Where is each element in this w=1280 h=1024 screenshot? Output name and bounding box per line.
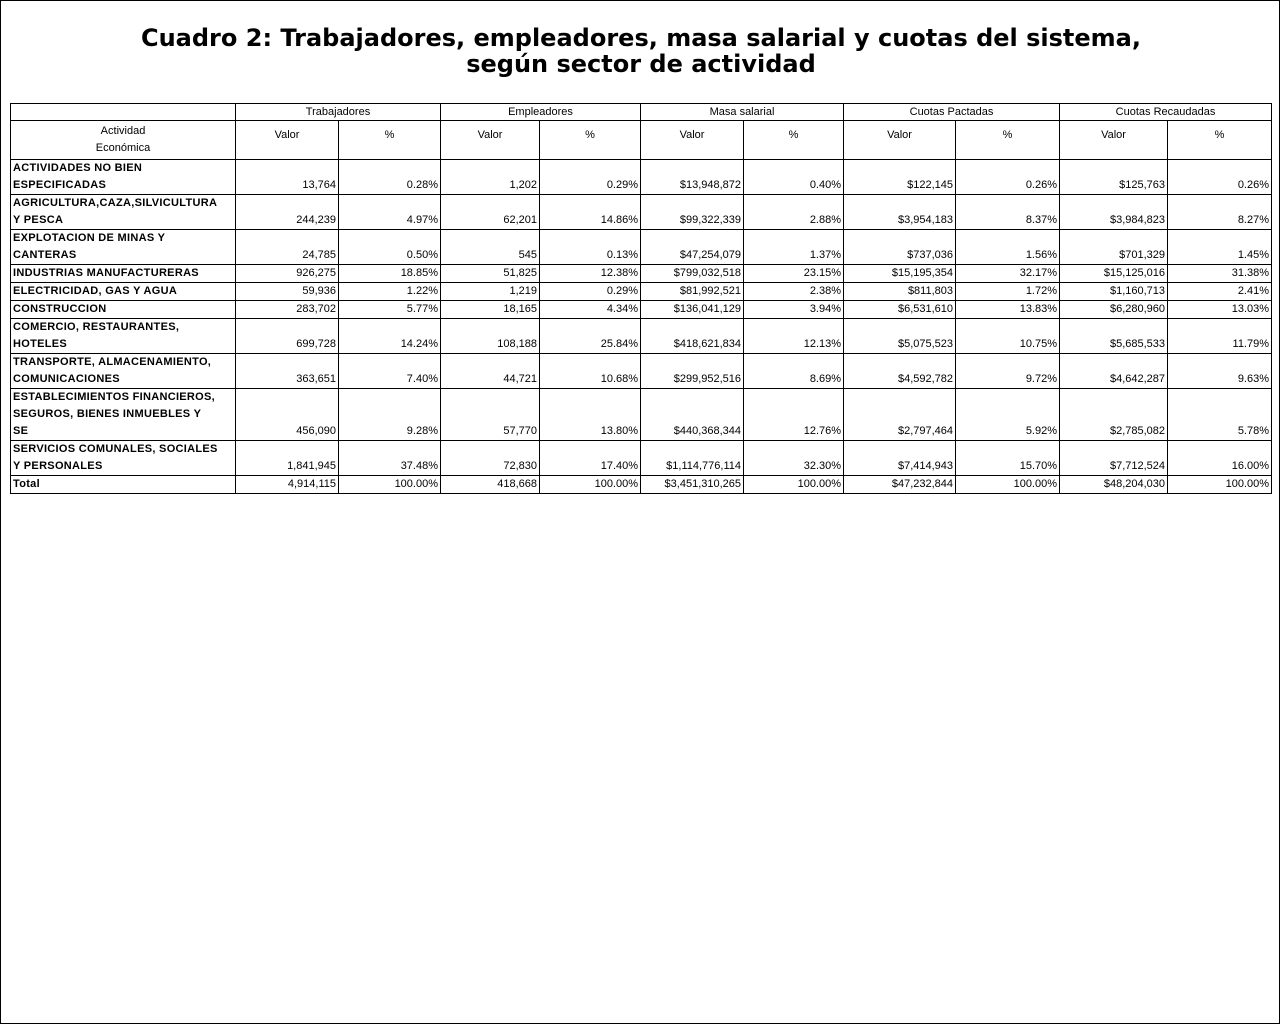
percent-cell [1168, 319, 1272, 337]
value-cell: 456,090 [236, 423, 339, 441]
value-cell [236, 195, 339, 213]
percent-cell: 12.13% [744, 336, 844, 354]
table-row [11, 319, 1272, 337]
value-cell: $5,075,523 [844, 336, 956, 354]
table-row [11, 441, 1272, 459]
table-row [11, 406, 1272, 423]
value-header: Valor [441, 121, 540, 160]
value-header: Valor [236, 121, 339, 160]
value-cell: $122,145 [844, 177, 956, 195]
percent-cell: 1.72% [956, 283, 1060, 301]
percent-header: % [956, 121, 1060, 160]
percent-cell [339, 230, 441, 248]
value-cell [641, 354, 744, 372]
percent-cell [339, 160, 441, 178]
group-header-empleadores: Empleadores [441, 104, 641, 121]
value-cell [1060, 195, 1168, 213]
table-row [11, 247, 1272, 265]
table-row [11, 371, 1272, 389]
table-row [11, 336, 1272, 354]
value-cell: 1,202 [441, 177, 540, 195]
value-cell [844, 354, 956, 372]
percent-cell [1168, 195, 1272, 213]
value-cell [441, 195, 540, 213]
value-cell [441, 406, 540, 423]
value-cell: 59,936 [236, 283, 339, 301]
value-cell [236, 354, 339, 372]
percent-cell: 32.30% [744, 458, 844, 476]
percent-cell: 2.38% [744, 283, 844, 301]
value-header: Valor [844, 121, 956, 160]
value-cell [1060, 389, 1168, 407]
percent-cell [1168, 354, 1272, 372]
percent-cell [540, 160, 641, 178]
percent-cell: 9.63% [1168, 371, 1272, 389]
activity-name: CONSTRUCCION [11, 301, 236, 319]
activity-name: SE [11, 423, 236, 441]
value-cell: $701,329 [1060, 247, 1168, 265]
percent-cell [1168, 160, 1272, 178]
value-header: Valor [641, 121, 744, 160]
percent-cell [956, 160, 1060, 178]
percent-cell: 0.26% [1168, 177, 1272, 195]
value-cell: $1,114,776,114 [641, 458, 744, 476]
value-cell: 1,841,945 [236, 458, 339, 476]
value-cell [844, 319, 956, 337]
activity-name: SEGUROS, BIENES INMUEBLES Y [11, 406, 236, 423]
activity-name: COMERCIO, RESTAURANTES, [11, 319, 236, 337]
value-cell: $6,280,960 [1060, 301, 1168, 319]
activity-name: ACTIVIDADES NO BIEN [11, 160, 236, 178]
percent-cell [339, 319, 441, 337]
percent-cell: 14.24% [339, 336, 441, 354]
value-cell [236, 319, 339, 337]
percent-cell: 9.72% [956, 371, 1060, 389]
percent-cell: 0.29% [540, 283, 641, 301]
value-cell: $3,451,310,265 [641, 476, 744, 494]
value-cell: 418,668 [441, 476, 540, 494]
page-title [1, 25, 1280, 77]
percent-cell: 10.68% [540, 371, 641, 389]
empty-header-cell [11, 104, 236, 121]
percent-cell [540, 195, 641, 213]
percent-cell: 10.75% [956, 336, 1060, 354]
percent-cell: 32.17% [956, 265, 1060, 283]
group-header-trabajadores: Trabajadores [236, 104, 441, 121]
activity-header-line-2: Económica [95, 142, 151, 154]
percent-cell: 4.34% [540, 301, 641, 319]
value-cell: 545 [441, 247, 540, 265]
percent-cell [1168, 406, 1272, 423]
activity-name: ESTABLECIMIENTOS FINANCIEROS, [11, 389, 236, 407]
percent-header: % [339, 121, 441, 160]
percent-cell [956, 230, 1060, 248]
percent-cell: 13.80% [540, 423, 641, 441]
percent-cell [956, 441, 1060, 459]
percent-cell: 1.56% [956, 247, 1060, 265]
value-cell [236, 406, 339, 423]
value-cell: $737,036 [844, 247, 956, 265]
value-cell [441, 354, 540, 372]
percent-cell [1168, 230, 1272, 248]
value-cell [641, 389, 744, 407]
value-cell [844, 230, 956, 248]
percent-cell [744, 354, 844, 372]
percent-cell: 100.00% [540, 476, 641, 494]
percent-header: % [744, 121, 844, 160]
percent-cell: 8.27% [1168, 212, 1272, 230]
table-row [11, 458, 1272, 476]
percent-cell: 2.41% [1168, 283, 1272, 301]
percent-cell: 12.38% [540, 265, 641, 283]
percent-cell [339, 389, 441, 407]
activity-name: TRANSPORTE, ALMACENAMIENTO, [11, 354, 236, 372]
activity-header [11, 121, 236, 160]
value-cell [236, 160, 339, 178]
percent-cell: 25.84% [540, 336, 641, 354]
value-cell [441, 319, 540, 337]
table-row [11, 230, 1272, 248]
value-cell: $47,254,079 [641, 247, 744, 265]
column-header-row [11, 121, 1272, 160]
activity-name: AGRICULTURA,CAZA,SILVICULTURA [11, 195, 236, 213]
percent-cell [956, 354, 1060, 372]
percent-cell [540, 230, 641, 248]
value-cell [844, 406, 956, 423]
value-cell [441, 441, 540, 459]
percent-cell: 0.28% [339, 177, 441, 195]
value-cell: $1,160,713 [1060, 283, 1168, 301]
activity-name: COMUNICACIONES [11, 371, 236, 389]
group-header-cuotas-recaudadas: Cuotas Recaudadas [1060, 104, 1272, 121]
percent-cell [744, 160, 844, 178]
percent-cell: 16.00% [1168, 458, 1272, 476]
value-cell: $6,531,610 [844, 301, 956, 319]
percent-cell: 15.70% [956, 458, 1060, 476]
value-cell [441, 389, 540, 407]
percent-cell: 5.92% [956, 423, 1060, 441]
title-line-1: Cuadro 2: Trabajadores, empleadores, masa salarial y cuotas del sistema, [140, 24, 1141, 52]
percent-cell [339, 354, 441, 372]
percent-cell: 13.83% [956, 301, 1060, 319]
percent-cell: 8.69% [744, 371, 844, 389]
percent-cell: 1.22% [339, 283, 441, 301]
percent-cell: 0.50% [339, 247, 441, 265]
value-cell: 244,239 [236, 212, 339, 230]
activity-name: EXPLOTACION DE MINAS Y [11, 230, 236, 248]
activity-name: INDUSTRIAS MANUFACTURERAS [11, 265, 236, 283]
title-line-2: según sector de actividad [466, 50, 816, 78]
group-header-cuotas-pactadas: Cuotas Pactadas [844, 104, 1060, 121]
value-cell: 18,165 [441, 301, 540, 319]
percent-cell: 100.00% [956, 476, 1060, 494]
percent-cell: 37.48% [339, 458, 441, 476]
value-cell [441, 230, 540, 248]
value-cell: $5,685,533 [1060, 336, 1168, 354]
value-cell: $13,948,872 [641, 177, 744, 195]
percent-cell [339, 406, 441, 423]
percent-cell [956, 406, 1060, 423]
percent-cell [744, 441, 844, 459]
value-cell: $2,797,464 [844, 423, 956, 441]
percent-cell [1168, 441, 1272, 459]
value-cell: $799,032,518 [641, 265, 744, 283]
value-cell [236, 389, 339, 407]
value-cell [441, 160, 540, 178]
value-cell [641, 195, 744, 213]
activity-name: SERVICIOS COMUNALES, SOCIALES [11, 441, 236, 459]
percent-cell: 1.37% [744, 247, 844, 265]
value-cell: $125,763 [1060, 177, 1168, 195]
percent-cell: 0.13% [540, 247, 641, 265]
value-cell: $299,952,516 [641, 371, 744, 389]
value-cell: $81,992,521 [641, 283, 744, 301]
value-cell [641, 160, 744, 178]
activity-name: Y PERSONALES [11, 458, 236, 476]
activity-header-line-1: Actividad [100, 125, 146, 137]
table-row [11, 354, 1272, 372]
percent-cell [540, 406, 641, 423]
group-header-row [11, 104, 1272, 121]
table-row [11, 195, 1272, 213]
data-table [10, 103, 1272, 494]
percent-cell: 9.28% [339, 423, 441, 441]
table-row [11, 160, 1272, 178]
percent-cell: 3.94% [744, 301, 844, 319]
value-cell: $440,368,344 [641, 423, 744, 441]
value-cell [1060, 441, 1168, 459]
value-cell: $7,712,524 [1060, 458, 1168, 476]
percent-cell [540, 389, 641, 407]
value-cell: 926,275 [236, 265, 339, 283]
value-cell [641, 441, 744, 459]
percent-cell: 11.79% [1168, 336, 1272, 354]
percent-header: % [1168, 121, 1272, 160]
value-cell: $136,041,129 [641, 301, 744, 319]
percent-cell [956, 195, 1060, 213]
percent-cell: 18.85% [339, 265, 441, 283]
percent-cell [540, 441, 641, 459]
percent-cell: 0.40% [744, 177, 844, 195]
percent-cell: 100.00% [1168, 476, 1272, 494]
value-cell: $47,232,844 [844, 476, 956, 494]
value-cell: 72,830 [441, 458, 540, 476]
percent-cell: 5.78% [1168, 423, 1272, 441]
percent-cell: 7.40% [339, 371, 441, 389]
activity-name: ELECTRICIDAD, GAS Y AGUA [11, 283, 236, 301]
value-cell: 108,188 [441, 336, 540, 354]
value-cell: 51,825 [441, 265, 540, 283]
percent-cell: 12.76% [744, 423, 844, 441]
percent-cell [956, 389, 1060, 407]
percent-cell: 13.03% [1168, 301, 1272, 319]
percent-cell: 8.37% [956, 212, 1060, 230]
activity-name: Total [11, 476, 236, 494]
value-cell [1060, 319, 1168, 337]
percent-cell: 14.86% [540, 212, 641, 230]
value-cell: 57,770 [441, 423, 540, 441]
percent-cell [540, 354, 641, 372]
value-cell [641, 406, 744, 423]
value-header: Valor [1060, 121, 1168, 160]
percent-cell: 1.45% [1168, 247, 1272, 265]
table-row [11, 283, 1272, 301]
value-cell: 13,764 [236, 177, 339, 195]
value-cell [1060, 230, 1168, 248]
activity-name: ESPECIFICADAS [11, 177, 236, 195]
table-row [11, 389, 1272, 407]
percent-cell: 23.15% [744, 265, 844, 283]
table-row [11, 476, 1272, 494]
activity-name: CANTERAS [11, 247, 236, 265]
table-row [11, 212, 1272, 230]
value-cell: 699,728 [236, 336, 339, 354]
value-cell: 283,702 [236, 301, 339, 319]
value-cell [641, 230, 744, 248]
value-cell [844, 160, 956, 178]
percent-cell: 4.97% [339, 212, 441, 230]
percent-cell: 2.88% [744, 212, 844, 230]
value-cell: 363,651 [236, 371, 339, 389]
percent-cell [744, 406, 844, 423]
percent-cell: 0.29% [540, 177, 641, 195]
table-body [11, 104, 1272, 494]
value-cell: 24,785 [236, 247, 339, 265]
percent-cell [744, 230, 844, 248]
percent-cell: 31.38% [1168, 265, 1272, 283]
value-cell: $7,414,943 [844, 458, 956, 476]
percent-cell [744, 319, 844, 337]
value-cell: $4,642,287 [1060, 371, 1168, 389]
value-cell [236, 230, 339, 248]
value-cell [1060, 354, 1168, 372]
value-cell: $15,195,354 [844, 265, 956, 283]
table-row [11, 265, 1272, 283]
value-cell [844, 441, 956, 459]
value-cell: $99,322,339 [641, 212, 744, 230]
activity-name: Y PESCA [11, 212, 236, 230]
percent-cell: 17.40% [540, 458, 641, 476]
group-header-masa-salarial: Masa salarial [641, 104, 844, 121]
value-cell [1060, 406, 1168, 423]
table-row [11, 177, 1272, 195]
value-cell: $811,803 [844, 283, 956, 301]
percent-cell [1168, 389, 1272, 407]
percent-cell: 100.00% [339, 476, 441, 494]
value-cell [1060, 160, 1168, 178]
activity-name: HOTELES [11, 336, 236, 354]
value-cell: 1,219 [441, 283, 540, 301]
value-cell: $15,125,016 [1060, 265, 1168, 283]
percent-cell: 100.00% [744, 476, 844, 494]
value-cell: $3,984,823 [1060, 212, 1168, 230]
table-row [11, 301, 1272, 319]
percent-cell [744, 389, 844, 407]
percent-cell: 5.77% [339, 301, 441, 319]
percent-cell [744, 195, 844, 213]
value-cell: $4,592,782 [844, 371, 956, 389]
value-cell [641, 319, 744, 337]
value-cell: $3,954,183 [844, 212, 956, 230]
percent-cell: 0.26% [956, 177, 1060, 195]
percent-header: % [540, 121, 641, 160]
value-cell: $2,785,082 [1060, 423, 1168, 441]
percent-cell [339, 195, 441, 213]
value-cell: $418,621,834 [641, 336, 744, 354]
percent-cell [339, 441, 441, 459]
value-cell: 44,721 [441, 371, 540, 389]
value-cell: 62,201 [441, 212, 540, 230]
value-cell [844, 389, 956, 407]
table-row [11, 423, 1272, 441]
percent-cell [956, 319, 1060, 337]
value-cell: $48,204,030 [1060, 476, 1168, 494]
value-cell: 4,914,115 [236, 476, 339, 494]
percent-cell [540, 319, 641, 337]
value-cell [844, 195, 956, 213]
value-cell [236, 441, 339, 459]
